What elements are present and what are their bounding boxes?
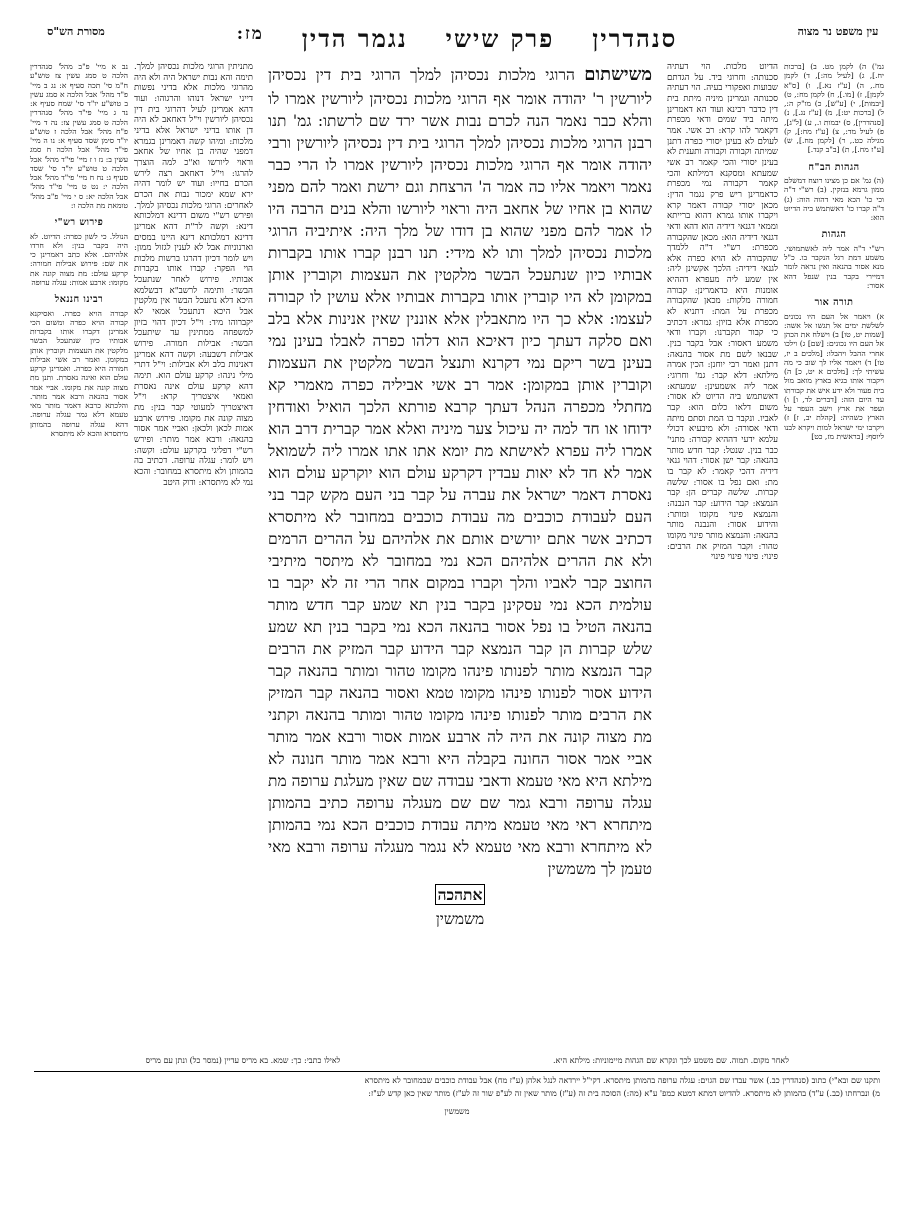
page-tractate: סנהדרין bbox=[592, 24, 678, 53]
masoret-header-title: מסורת הש"ס bbox=[47, 25, 105, 38]
mishnah-opening-word: משישתום bbox=[584, 64, 652, 85]
hagahot-habach-title: הגהות הב"ח bbox=[808, 161, 860, 173]
torah-or-text: א) ויאמר אל העם היו נכונים לשלשת ימים אל תגשו אל אשה: [שמות יט, טו] ב) וישלח את הכהן אל העם היו נכונים: [שם] ג) וילכו אחרי ההבל ויהבלו: [מלכים ב יז, טו] ד) ויאמר אליו לך שוב כי מה עשיתי לך: [מלכים א יט, כ] ה) ויקבור אותו בגיא בארץ מואב מול בית פעור ולא ידע איש את קבורתו עד היום הזה: [דברים לד, ו] ו) ועפר את ארץ וישב העפר על הארץ כשהיה: [קהלת יב, ז] ז) ויקרבו ימי ישראל למות ויקרא לבנו ליוסף: [בראשית מז, כט] bbox=[784, 311, 884, 441]
masoret-column bbox=[778, 62, 884, 1052]
page-folio: מז: bbox=[236, 24, 264, 44]
page-chapter: נגמר הדין bbox=[301, 24, 408, 53]
tosafot-text: מתניתין הרוגי מלכות נכסיהן למלך. תימה והא נבות ישראל היה ולא היה מהרוגי מלכות אלא בדיני נפשות דייני ישראל דנוהו והרגוהו: ועוד דהא אמרינן לעיל דהרוגי בית דין נכסיהן ליורשין וי"ל דאחאב לא היה דן אותו בדיני ישראל אלא בדיני מלכות: ומיהו קשה דאמרינן בגמרא דמפני שהיה בן אחיו של אחאב וראוי ליורשו וא"כ למה הוצרך להרגו: וי"ל דאחאב רצה לירש הכרם בחייו: ועוד יש לומר דהיה ירא שמא ימכור נבות את הכרם לאחרים: הרוגי מלכות נכסיהן למלך. ופירש רש"י משום דדינא דמלכותא דינא: וקשה לר"ת דהא אמרינן דדינא דמלכותא דינא היינו במסים וארנוניות אבל לא לענין לגזול ממון: ויש לומר דכיון דהרגו ברשות מלכות הוי הפקר: קברו אותו בקברות אבותיו. פירוש לאחר שנתעכל הבשר: ותימה לרשב"א דבשלמא היכא דלא נתעכל הבשר אין מלקטין אבל היכא דנתעכל אמאי לא יקברוהו מיד: וי"ל דכיון דהוי בזיון למשפחה ממתינין עד שיתעכל הבשר: אבילות חמורה. פירוש אבילות דשבעה: וקשה דהא אמרינן דאנינות בלב ולא אבילות: וי"ל דתרי מילי נינהו: קרקע עולם הוא. תימה דהא קרקע עולם אינה נאסרת ואמאי איצטריך קרא: וי"ל דאיצטריך למעוטי קבר בנין: מת מצוה קונה את מקומו. פירוש ארבע אמות לכאן ולכאן: ואביי אמר אסור בהנאה: ורבא אמר מותר: ופירש רש"י דפליגי בקרקע עולם: וקשה: ויש לומר: עגלה ערופה. דכתיב בה בהמותן ולא מיתסרא במחובר: והכא נמי לא מיתסרא: ודוק היטב bbox=[134, 62, 253, 488]
page-header bbox=[30, 26, 884, 60]
talmud-body: הרוגי מלכות נכסיהן למלך הרוגי בית דין נכסיהן ליורשין ר' יהודה אומר אף הרוגי מלכות נכסיהן ליורשין אמרו לו והלא כבר נאמר הנה לכרם נבות אשר ירד שם לרשתו: גמ' תנו רבנן הרוגי מלכות נכסיהן למלך הרוגי בית דין נכסיהן ליורשין ורבי יהודה אומר אף הרוגי מלכות נכסיהן ליורשין אמרו לו הרי כבר נאמר ויאמר אליו כה אמר ה' הרצחת וגם ירשת ואמר להם מפני שהוא בן אחיו של אחאב היה וראוי ליורשו והלא בנים הרבה היו לו אמר להם מפני שהוא בן דודו של מלך היה: איתיביה הרוגי מלכות נכסיהן למלך ותו לא מידי: תנו רבנן קברו אותו בקברות אבותיו כיון שנתעכל הבשר מלקטין את העצמות וקוברין אותן במקומן לא היו קוברין אותו בקברות אבותיו אלא עושין לו קבורה לעצמו: אלא כך היו מתאבלין אלא אוננין שאין אנינות אלא בלב ואם סלקה דעתך כיון דאיכא הוא דלהו כפרה לאבלו בעינן נמי בעינן בשר ריקם נמי דקרנא ותנצל הבשר מלקטין את העצמות וקוברין אותן במקומן: אמר רב אשי אביליה כפרה מאמרי קא מחתלי מכפרה הנהל דעתך קרבא פורתא הלכך הואיל ואודחין ידוחו או חד למה יה עיכול צער מיניה ואלא אמר קברית דרב הוא אמרו ליה עפרא לאישתא מת יומא אתו אתו אמרו ליה לשמואל אמר לא חד לא יאות עבדין דקרקע עולם הוא יוקרקע עולם הוא נאסרת דאמר ישראל את עברה על קבר בני העם מקש קבר בני העם לעבודת כוכבים מה עבודת כוכבים במחובר לא מיתסרא דכתיב אשר אתם יורשים אותם את אלהיהם על ההרים הרמים ולא את ההרים אלהיהם הכא נמי במחובר לא מיתסר מיתיבי החוצב קבר לאביו והלך וקברו במקום אחר הרי זה לא יקבר בו עולמית הכא נמי עסקינן בקבר בנין תא שמע קבר חדש מותר בהנאה הטיל בו נפל אסור בהנאה הכא נמי בקבר בנין תא שמע שלש קברות הן קבר הנמצא קבר הידוע קבר המזיק את הרבים קבר הנמצא מותר לפנותו פינהו מקומו טהור ומותר בהנאה קבר הידוע אסור לפנותו פינהו מקומו טמא ואסור בהנאה קבר המזיק את הרבים מותר לפנותו פינהו מקומו טהור ומותר בהנאה וקתני מת מצוה קונה את היה לה ארבע אמות אסור ורבא אמר מותר אביי אמר אסור החונה בקבלה היא ורבא אמר מותר חנונה לא מילתא היא מאי טעמא ודאבי עבודה שם שאין מעלגת ערופה מת עגלה ערופה ורבא גמר שם שם מעגלה ערופה כתיב בהמותן מיתחרא ראי מאי טעמא מיתה עבודת כוכבים הכא נמי בהמותן לא מיתחרא ורבא מאי טעמא לא נגמר מעגלה ערופה ורבא מאי טעמן לך משמשין bbox=[268, 66, 652, 878]
footer-note-3: ותקנו שם ובא"י) כתוב (סנהדרין כב.) אשר עבדו שם הגוים: עגלה ערופה בהמותן מיתסרא. דקי"ל יירדאה לנגל אלהן (ע"ז מח) אבל עבודת כוכבים שבמחובר לא מיתסרא bbox=[364, 1076, 880, 1086]
footer-notes bbox=[30, 1056, 884, 1118]
hagahot-text: רש"י ד"ה אמר ליה לאשתמושי. משמע דמת רגל הנקבר בו. כ"ל מנא אסור בהנאה ואין נראה לומר דמיירי בקבר בנין שנפל דהא אסור: bbox=[784, 243, 884, 290]
tosafot-column bbox=[134, 62, 260, 1052]
torah-or-title: תורה אור bbox=[814, 297, 854, 309]
masoret-header bbox=[30, 26, 122, 39]
footer-divider bbox=[34, 1071, 880, 1072]
rashi-text: הדיוט מלכות. הוי דעתיה סכנותה: וחרוגי ביד. על הגדתם שבועות ואפקורי בעיה. הוי דעתיה סכנותה וגמרינן מיניה מיתת בית דין כדבר רבינא ועוד הא דאמרינן מיתה ביד שמים ודאי מכפרת דקאמר להו קרא: רב אשי. אמר לעולם לא בעינן יסורי כפרה דתנן שמיתה וקבורה וקבורה ותענית לא בעינן יסורי והכי קאמר רב אשי שמעתא ומסקנא דמילתא והכי קאמר דקבורה נמי מכפרת כדאמרינן ריש פרק נגמר הדין: מכאן יסורי קבורה דאמר קרא ויקברו אותו גמרא דהוא ברייתא וממאי דגנאי דידיה הוא דהא ודאי דגנאי דידיה הוא: מכאן שהקבורה מכפרת: רש"י ד"ה ללמדך שהקבורה לא הויא כפרה אלא לגנאי דידיה: הלכך אקשינן ליה: אין שמע ליה מעפרא דההיא אומנות היא כדאמרינן: קבורה חמורה מלקות: מכאן שהקבורה מכפרת על המת: דתניא לא מכפרת אלא בזיון: גמרא: דכתיב כי קבור תקברנו: וקברו ודאי משמע דאסור: אבל בקבר בנין. שבנאו לשם מת אסור בהנאה: דתנן ואמר רבי יוחנן: הכין אמרה מילתא: דלא קבר: גמ' וחרוגי: אמר ליה אשמעינן: שמעתא: דאשתמש ביה הדיוט לא אסור: משום דלאו כלום הוא: קבר לאביו. ונקבר בו המת וסתם מיתה ודאי אסורה: ולא מיבעיא דכולי עלמא ידעי דההיא קבורה: מתני' כבר בנין. שנטל: קבר חדש מותר בהנאה: קבר ישן אסור: דהוי גנאי דידיה דהכי קאמר: לא קבר בו מת: ואם נפל בו אסור: שלשה קברות. שלשה קברים הן: קבר הנמצא: קבר הידוע: קבר הנבנה: והנמצא פינוי מקומו ומותר: והידוע אסור: והנבנה מותר בהנאה: והנמצא מותר פינוי מקומו טהור: וקבר המזיק את הרבים: פינוי: פינוי פינוי פינוי bbox=[667, 62, 778, 563]
page-body bbox=[30, 62, 884, 1052]
perush-rashi-title: פירוש רש"י bbox=[54, 217, 104, 228]
ein-mishpat-column bbox=[30, 62, 134, 1052]
talmud-highlight bbox=[268, 884, 652, 906]
footer-row-top bbox=[34, 1056, 880, 1066]
page-title bbox=[122, 24, 792, 54]
talmud-column bbox=[260, 62, 660, 1052]
highlighted-word: אתהכה bbox=[435, 884, 486, 905]
rashi-column bbox=[660, 62, 778, 1052]
footer-note-4: מ) ונברחתו (כב.) ע"ד) בהמותן לא מיתסרא. להדיוט דמתא דמטא כמפ' ע"א (מה:) הסוכה בית זה (ע"ז) מותר שאין זה לע"פ שור זה לע"ז) מותר שאין כאן קדש לע"ז: bbox=[368, 1088, 880, 1098]
page-perek: פרק שישי bbox=[445, 24, 555, 53]
hagahot-habach-text: (ה) גמ' אם כן מצינו רוצח דמשלם ממון גרמא בנזקין. (ב) רש"י ד"ה וכי כו' הכא מאי דהוה הוה: (ג) ד"ה קברו כו' דאשתמש ביה הדיוט הוא: bbox=[784, 176, 884, 223]
ein-mishpat-text: נב א מיי' פ"ב מהל' סנהדרין הלכה ט סמג עשין צז טוש"ע ח"מ סי' תכה סעיף א: נג ב מיי' פ"ד מהל' אבל הלכה א סמג עשין ב טוש"ע יו"ד סי' שמח סעיף א: נד ג מיי' פי"ד מהל' סנהדרין הלכה ט סמג עשין צז: נה ד מיי' פ"ח מהל' אבל הלכה ז טוש"ע יו"ד סימן שסד סעיף א: נו ה מיי' פי"ד מהל' אבל הלכה ח סמג עשין ב: נז ו ז מיי' פי"ד מהל' אבל הלכה ט טוש"ע יו"ד סי' שסד סעיף ג: נח ח מיי' פי"ד מהל' אבל הלכה י: נט ט מיי' פי"ד מהל' אבל הלכה יא: ס י מיי' פ"ב מהל' טומאת מת הלכה ו: bbox=[30, 62, 128, 210]
perush-rashi-text: הנולל. כי לשון כפרה: הדיוט. לא היה בקבר בנין: ולא חרדו אלהיהם. אלא כתב דאמרינן כי את שם: פירוש אבילות חמורה: קרקע עולם: מת מצוה קונה את מקומו: ארבע אמות: עגלה ערופה bbox=[30, 231, 128, 287]
masoret-text: גמ') ה) לקמן מט. ב) [ברכות יח.], ג) [לעיל מה:], ד) לקמן מח., ה) [ע"ז נא.], ו) [ס"א לקמן], ז) [מו.], ח) לקמן מח:, ט) [יבמות], י) [ע"ש], כ) מו"ק ה:, ל) [ברכות יט:], מ) [ע"ז נג.], נ) [סנהדרין], ס) יבמות ו., ע) [ל"ג], פ) לעיל מד:, צ) [ע"ז מח:], ק) מגילה כט., ר) [לקמן מח.], ש) [ע"ז מח.], ת) [ב"ב קנד.] bbox=[784, 62, 884, 155]
ein-mishpat-header-title: עין משפט נר מצוה bbox=[797, 25, 879, 38]
rabbeinu-chananel-title: רבינו חננאל bbox=[54, 294, 104, 306]
footer-note-1: לאחר מקום. תמוה. שם משמע לכך ונקרא שם הגהות מיימוניות: מילתא היא. bbox=[553, 1056, 789, 1065]
footer-note-2: לאילו כתבי: כך: שמא. בא מריס עדיין (נמסר כל) ונתן עם מריס bbox=[145, 1056, 341, 1065]
talmud-main-text bbox=[268, 62, 652, 880]
ein-mishpat-header bbox=[792, 26, 884, 39]
talmud-catchword: משמשין bbox=[435, 909, 485, 928]
hagahot-title: הגהות bbox=[821, 229, 847, 241]
footer-catchword: משמשין bbox=[444, 1107, 470, 1117]
rabbeinu-chananel-text: קבורה הויא כפרה. ואסיקנא קבורה הויא כפרה ומשום הכי אמרינן דקברו אותו בקברות אבותיו כיון שנתעכל הבשר מלקטין את העצמות וקוברין אותן במקומן. ואמר רב אשי אבילות חמורה היא כפרה. ואמרינן קרקע עולם הוא ואינה נאסרת. ותנן מת מצוה קונה את מקומו. אביי אמר אסור בהנאה ורבא אמר מותר. והלכתא כרבא דאמר מותר מאי טעמא דלא גמר עגלה ערופה. דהא עגלה ערופה בהמותן מיתסרא והכא לא מיתסרא bbox=[30, 308, 128, 438]
